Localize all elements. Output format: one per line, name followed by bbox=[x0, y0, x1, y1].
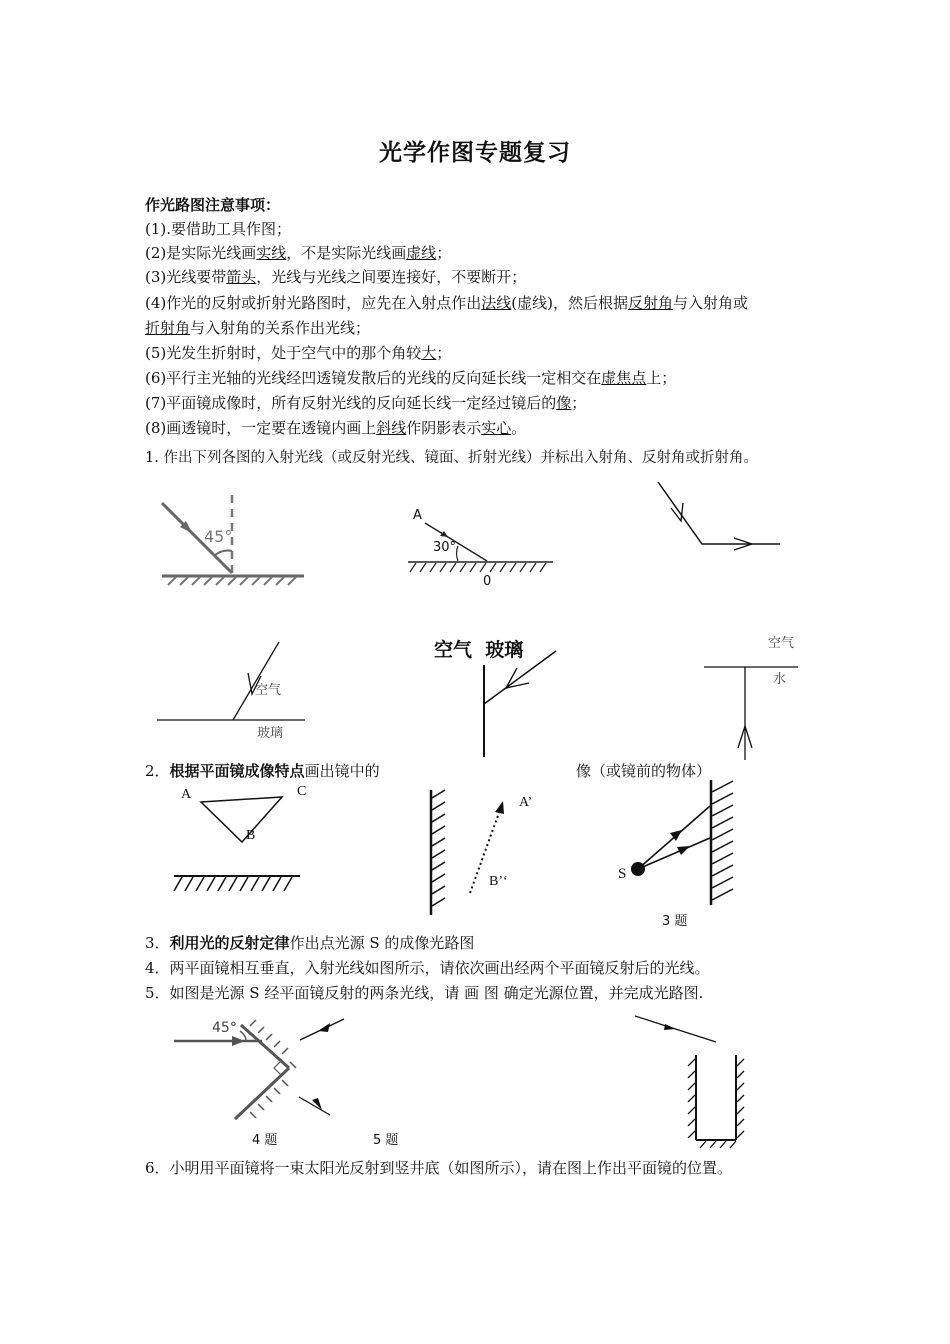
page-title: 光学作图专题复习 bbox=[379, 140, 571, 166]
B-prime-label: B’‘ bbox=[489, 874, 508, 889]
angle-45-label: 45° bbox=[204, 527, 233, 546]
figure-3-caption: 3 题 bbox=[662, 914, 688, 929]
question-2: 2．根据平面镜成像特点画出镜中的 bbox=[145, 762, 380, 780]
triangle-C-label: C bbox=[297, 784, 307, 799]
air-glass-label: 空气 玻璃 bbox=[434, 639, 524, 661]
water-label: 水 bbox=[773, 672, 787, 687]
triangle-B-label: B bbox=[246, 828, 256, 843]
note-4a: (4)作光的反射或折射光路图时，应先在入射点作出法线(虚线)，然后根据反射角与入射角或 bbox=[145, 294, 749, 312]
glass-label-1: 玻璃 bbox=[257, 726, 284, 741]
point-A-label: A bbox=[413, 508, 422, 523]
note-2: (2)是实际光线画实线，不是实际光线画虚线； bbox=[145, 244, 452, 262]
note-8: (8)画透镜时，一定要在透镜内画上斜线作阴影表示实心。 bbox=[145, 419, 527, 437]
question-6: 6．小明用平面镜将一束太阳光反射到竖井底（如图所示），请在图上作出平面镜的位置。 bbox=[145, 1159, 733, 1177]
angle-30-label: 30° bbox=[433, 540, 457, 555]
question-4: 4．两平面镜相互垂直，入射光线如图所示，请依次画出经两个平面镜反射后的光线。 bbox=[145, 959, 710, 977]
air-label-1: 空气 bbox=[255, 683, 282, 698]
angle-45-label-2: 45° bbox=[212, 1020, 237, 1036]
air-label-2: 空气 bbox=[768, 636, 795, 651]
note-7: (7)平面镜成像时，所有反射光线的反向延长线一定经过镜后的像； bbox=[145, 394, 587, 412]
note-6: (6)平行主光轴的光线经凹透镜发散后的光线的反向延长线一定相交在虚焦点上； bbox=[145, 369, 677, 387]
question-2-tail: 像（或镜前的物体） bbox=[576, 762, 712, 780]
figure-5-caption: 5 题 bbox=[373, 1133, 399, 1148]
source-S-label: S bbox=[618, 866, 627, 882]
note-4b: 折射角与入射角的关系作出光线； bbox=[145, 319, 371, 337]
question-3: 3．利用光的反射定律作出点光源 S 的成像光路图 bbox=[145, 934, 475, 952]
note-3: (3)光线要带箭头，光线与光线之间要连接好，不要断开； bbox=[145, 268, 527, 286]
question-1: 1. 作出下列各图的入射光线（或反射光线、镜面、折射光线）并标出入射角、反射角或折射角。 bbox=[145, 450, 758, 466]
point-O-label: 0 bbox=[483, 574, 492, 589]
figure-vertical-well bbox=[0, 0, 1, 1]
figure-4-caption: 4 题 bbox=[252, 1133, 278, 1148]
triangle-A-label: A bbox=[181, 787, 192, 802]
question-5: 5．如图是光源 S 经平面镜反射的两条光线，请 画 图 确定光源位置，并完成光路图. bbox=[145, 984, 704, 1002]
notes-heading: 作光路图注意事项： bbox=[145, 196, 281, 214]
note-1: (1).要借助工具作图； bbox=[145, 220, 292, 238]
note-5: (5)光发生折射时，处于空气中的那个角较大； bbox=[145, 344, 452, 362]
A-prime-label: A’ bbox=[519, 795, 533, 810]
